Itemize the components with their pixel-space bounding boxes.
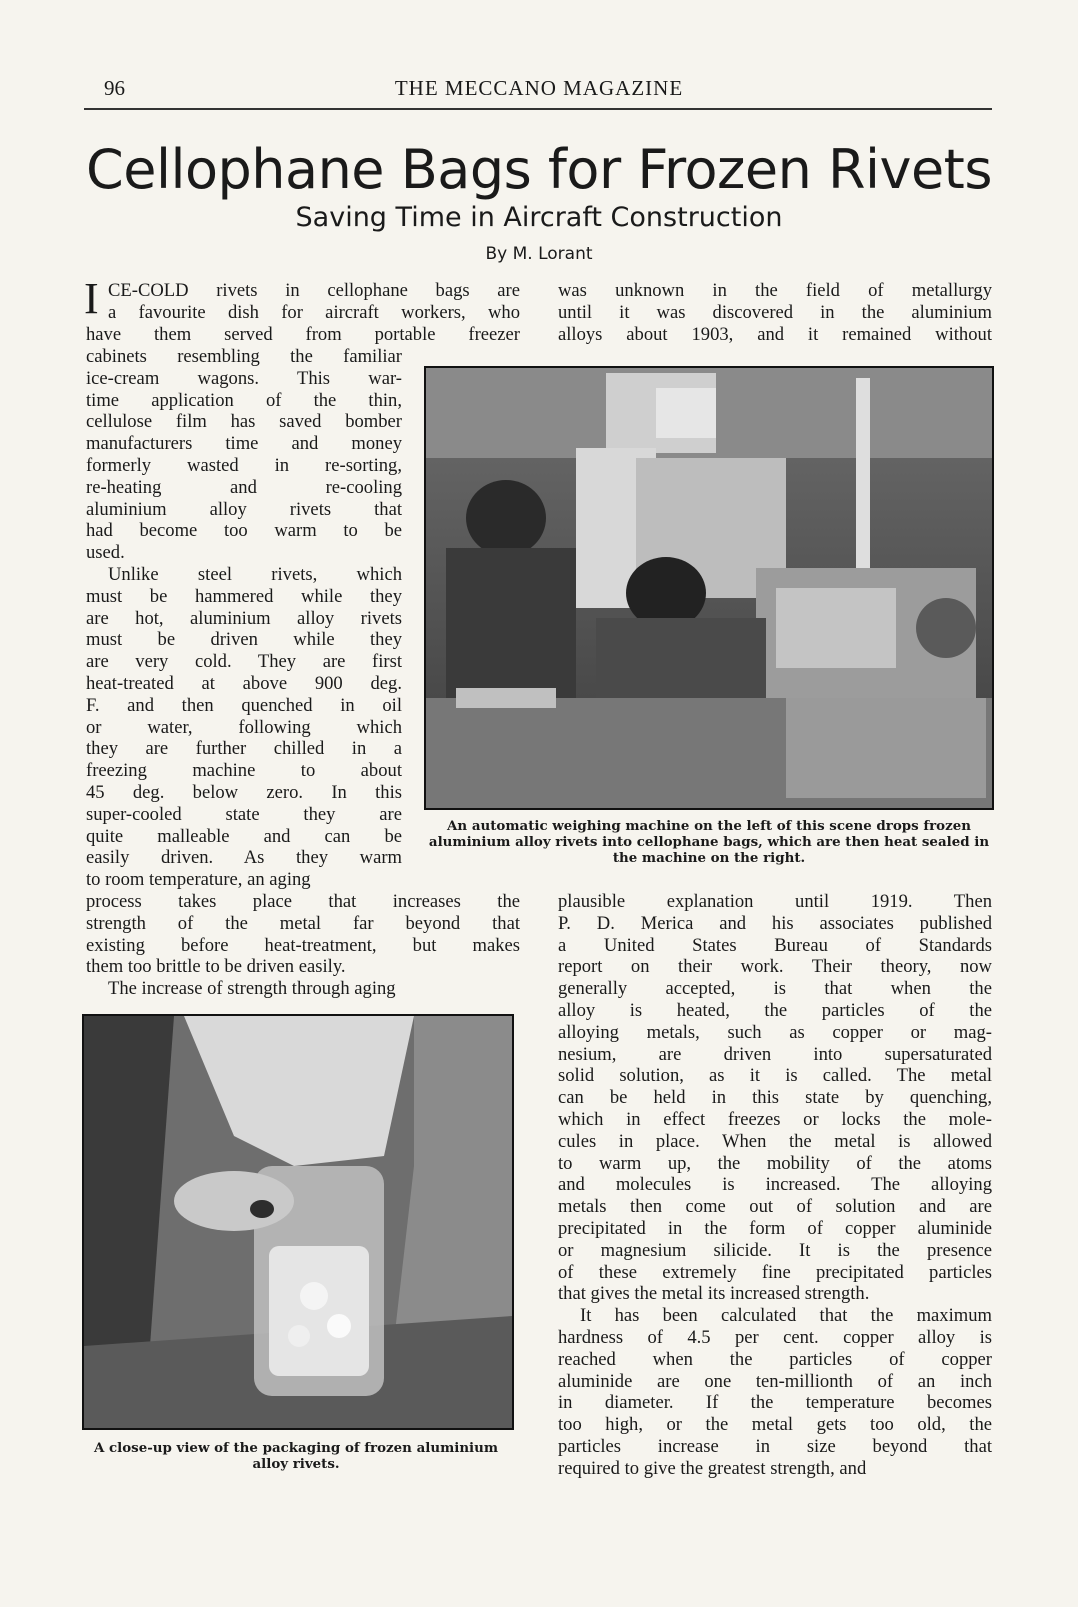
text-line: Unlike steel rivets, which <box>108 563 402 585</box>
text-line: a United States Bureau of Standards <box>558 934 992 956</box>
drop-cap: I <box>84 274 99 323</box>
text-line: required to give the greatest strength, and <box>558 1457 867 1479</box>
text-line: manufacturers time and money <box>86 433 402 455</box>
column-1-wide-text <box>86 891 520 1000</box>
text-line: The increase of strength through aging <box>108 978 396 1000</box>
text-line: report on their work. Their theory, now <box>558 956 992 978</box>
factory-photo-image <box>426 368 992 808</box>
text-line: P. D. Merica and his associates published <box>558 912 992 934</box>
text-line: are hot, aluminium alloy rivets <box>86 607 402 629</box>
text-line: are very cold. They are first <box>86 651 402 673</box>
text-line: and molecules is increased. The alloying <box>558 1174 992 1196</box>
text-line: re-heating and re-cooling <box>86 476 402 498</box>
byline: By M. Lorant <box>485 244 593 264</box>
header-rule <box>84 108 992 110</box>
text-line: hardness of 4.5 per cent. copper alloy is <box>558 1326 992 1348</box>
text-line: of these extremely fine precipitated particles <box>558 1261 992 1283</box>
page-number: 96 <box>104 76 125 100</box>
text-line: them too brittle to be driven easily. <box>86 956 346 978</box>
text-line: super-cooled state they are <box>86 803 402 825</box>
text-line: metals then come out of solution and are <box>558 1196 992 1218</box>
text-line: can be held in this state by quenching, <box>558 1087 992 1109</box>
text-line: CE-COLD rivets in cellophane bags are <box>108 280 520 301</box>
text-line: too high, or the metal gets too old, the <box>558 1414 992 1436</box>
text-line: which in effect freezes or locks the mole- <box>558 1108 992 1130</box>
text-line: 45 deg. below zero. In this <box>86 781 402 803</box>
text-line: cules in place. When the metal is allowed <box>558 1130 992 1152</box>
article-subtitle: Saving Time in Aircraft Construction <box>295 202 783 233</box>
column-2-top-text <box>558 280 992 345</box>
rivet-bag-photo-image <box>84 1016 512 1428</box>
bottom-photo-caption: A close-up view of the packaging of frozen aluminium alloy rivets. <box>93 1440 499 1472</box>
text-line: cellulose film has saved bomber <box>86 411 402 433</box>
text-line: time application of the thin, <box>86 389 402 411</box>
text-line: particles increase in size beyond that <box>558 1435 992 1457</box>
text-line: heat-treated at above 900 deg. <box>86 672 402 694</box>
text-line: nesium, are driven into supersaturated <box>558 1043 992 1065</box>
column-1-top-text <box>84 274 520 345</box>
text-line: quite malleable and can be <box>86 825 402 847</box>
text-line: strength of the metal far beyond that <box>86 912 520 934</box>
text-line: F. and then quenched in oil <box>86 694 402 716</box>
text-line: must be driven while they <box>86 629 402 651</box>
text-line: aluminium alloy rivets that <box>86 498 402 520</box>
factory-photo <box>424 366 994 810</box>
text-line: in diameter. If the temperature becomes <box>558 1392 992 1414</box>
text-line: plausible explanation until 1919. Then <box>558 891 992 912</box>
text-line: they are further chilled in a <box>86 738 402 760</box>
text-line: a favourite dish for aircraft workers, who <box>108 301 520 323</box>
text-line: until it was discovered in the aluminium <box>558 301 992 323</box>
text-line: used. <box>86 542 125 564</box>
text-line: that gives the metal its increased strength. <box>558 1283 870 1305</box>
column-1-narrow-text <box>86 346 402 891</box>
text-line: or water, following which <box>86 716 402 738</box>
text-line: have them served from portable freezer <box>86 323 520 345</box>
text-line: had become too warm to be <box>86 520 402 542</box>
text-line: to room temperature, an aging <box>86 869 311 891</box>
text-line: freezing machine to about <box>86 760 402 782</box>
text-line: easily driven. As they warm <box>86 847 402 869</box>
text-line: reached when the particles of copper <box>558 1348 992 1370</box>
text-line: alloying metals, such as copper or mag- <box>558 1021 992 1043</box>
text-line: was unknown in the field of metallurgy <box>558 280 992 301</box>
text-line: to warm up, the mobility of the atoms <box>558 1152 992 1174</box>
article-title: Cellophane Bags for Frozen Rivets <box>86 138 992 201</box>
text-line: precipitated in the form of copper aluminide <box>558 1217 992 1239</box>
text-line: aluminide are one ten-millionth of an inch <box>558 1370 992 1392</box>
text-line: ice-cream wagons. This war- <box>86 367 402 389</box>
column-2-bottom-text <box>558 891 992 1480</box>
text-line: process takes place that increases the <box>86 891 520 912</box>
text-line: or magnesium silicide. It is the presence <box>558 1239 992 1261</box>
text-line: formerly wasted in re-sorting, <box>86 454 402 476</box>
text-line: must be hammered while they <box>86 585 402 607</box>
text-line: It has been calculated that the maximum <box>580 1305 992 1327</box>
rivet-bag-photo <box>82 1014 514 1430</box>
top-photo-caption: An automatic weighing machine on the left of this scene drops frozen aluminium alloy rivets into cellophane bags, which are then heat sealed in the machine on the right. <box>428 818 990 866</box>
text-line: solid solution, as it is called. The metal <box>558 1065 992 1087</box>
running-head: THE MECCANO MAGAZINE <box>394 76 684 100</box>
text-line: alloys about 1903, and it remained without <box>558 323 992 345</box>
text-line: generally accepted, is that when the <box>558 978 992 1000</box>
text-line: alloy is heated, the particles of the <box>558 999 992 1021</box>
text-line: existing before heat-treatment, but makes <box>86 934 520 956</box>
text-line: cabinets resembling the familiar <box>86 346 402 367</box>
